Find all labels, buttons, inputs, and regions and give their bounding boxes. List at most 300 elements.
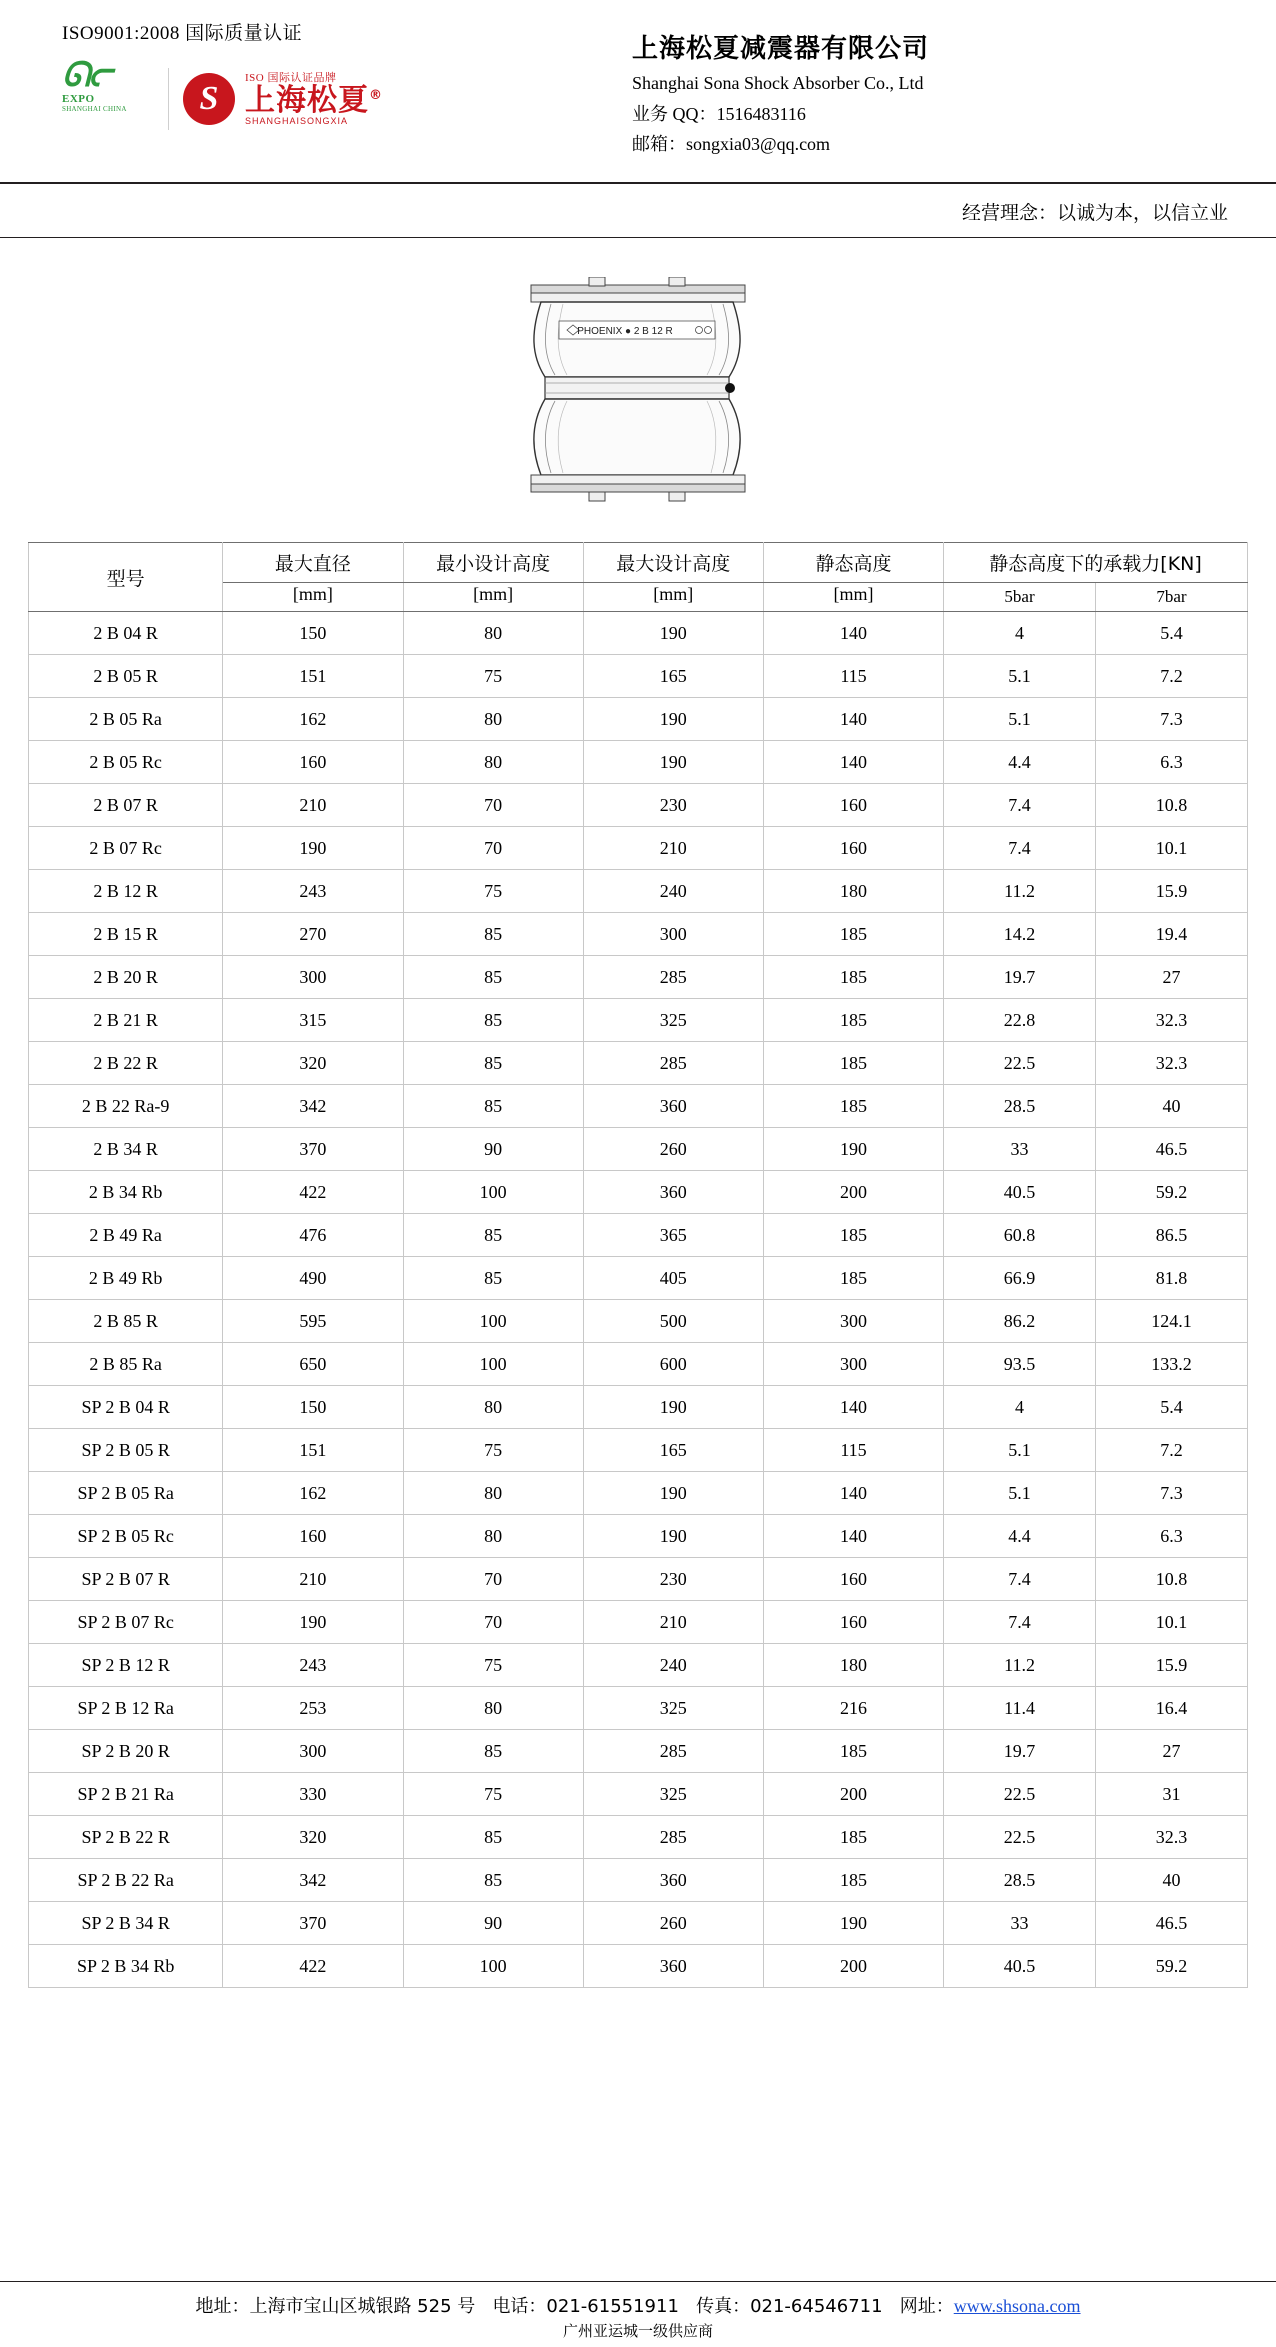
cell-load-5bar: 4 [944, 1386, 1096, 1429]
cell-value: 85 [403, 1042, 583, 1085]
cell-model: 2 B 85 Ra [29, 1343, 223, 1386]
cell-value: 80 [403, 612, 583, 655]
table-row [29, 655, 1248, 698]
cell-value: 162 [223, 1472, 403, 1515]
cell-value: 320 [223, 1042, 403, 1085]
cell-model: SP 2 B 05 R [29, 1429, 223, 1472]
cell-value: 180 [763, 870, 943, 913]
brand-cn-name [245, 84, 383, 117]
cell-load-5bar: 86.2 [944, 1300, 1096, 1343]
cell-load-7bar: 19.4 [1096, 913, 1248, 956]
table-row [29, 1687, 1248, 1730]
cell-value: 190 [583, 1515, 763, 1558]
cell-load-7bar: 7.3 [1096, 698, 1248, 741]
cell-load-7bar: 16.4 [1096, 1687, 1248, 1730]
cell-load-5bar: 11.2 [944, 1644, 1096, 1687]
cell-value: 140 [763, 1472, 943, 1515]
table-row [29, 1429, 1248, 1472]
col-header-static-height: 静态高度 [763, 543, 943, 583]
col-unit-max-design-height: [mm] [583, 583, 763, 612]
company-name-en: Shanghai Sona Shock Absorber Co., Ltd [632, 73, 924, 93]
cell-load-7bar: 32.3 [1096, 1816, 1248, 1859]
cell-model: SP 2 B 21 Ra [29, 1773, 223, 1816]
cell-value: 185 [763, 1214, 943, 1257]
cell-load-5bar: 22.5 [944, 1816, 1096, 1859]
cell-model: 2 B 34 Rb [29, 1171, 223, 1214]
cell-value: 70 [403, 827, 583, 870]
cell-load-5bar: 11.4 [944, 1687, 1096, 1730]
cell-load-5bar: 7.4 [944, 1558, 1096, 1601]
table-row [29, 1902, 1248, 1945]
cell-value: 490 [223, 1257, 403, 1300]
cell-value: 151 [223, 1429, 403, 1472]
footer-tel: 电话：021-61551911 [492, 2296, 679, 2317]
cell-model: SP 2 B 05 Ra [29, 1472, 223, 1515]
col-header-load-7bar: 7bar [1096, 583, 1248, 612]
cell-value: 85 [403, 1085, 583, 1128]
cell-value: 85 [403, 1214, 583, 1257]
cell-value: 150 [223, 612, 403, 655]
cell-load-7bar: 124.1 [1096, 1300, 1248, 1343]
cell-value: 422 [223, 1945, 403, 1988]
cell-value: 285 [583, 1816, 763, 1859]
cell-load-7bar: 40 [1096, 1085, 1248, 1128]
cell-value: 240 [583, 1644, 763, 1687]
cell-load-7bar: 59.2 [1096, 1945, 1248, 1988]
cell-load-7bar: 7.3 [1096, 1472, 1248, 1515]
expo-logo-sub: SHANGHAI CHINA [62, 105, 127, 113]
cell-value: 151 [223, 655, 403, 698]
cell-load-5bar: 33 [944, 1902, 1096, 1945]
cell-value: 300 [223, 1730, 403, 1773]
cell-load-7bar: 10.8 [1096, 784, 1248, 827]
cell-load-5bar: 33 [944, 1128, 1096, 1171]
cell-value: 325 [583, 1773, 763, 1816]
cell-value: 85 [403, 956, 583, 999]
cell-value: 185 [763, 1859, 943, 1902]
cell-load-5bar: 4 [944, 612, 1096, 655]
cell-value: 185 [763, 1042, 943, 1085]
col-unit-max-diameter: [mm] [223, 583, 403, 612]
cell-model: 2 B 22 R [29, 1042, 223, 1085]
cell-load-7bar: 27 [1096, 956, 1248, 999]
cell-value: 70 [403, 1558, 583, 1601]
cell-value: 360 [583, 1171, 763, 1214]
cell-value: 190 [583, 698, 763, 741]
table-row [29, 1257, 1248, 1300]
cell-load-5bar: 5.1 [944, 1429, 1096, 1472]
cell-model: SP 2 B 07 R [29, 1558, 223, 1601]
cell-value: 190 [583, 1472, 763, 1515]
col-header-max-diameter: 最大直径 [223, 543, 403, 583]
table-row [29, 784, 1248, 827]
cell-value: 185 [763, 1085, 943, 1128]
col-header-min-design-height: 最小设计高度 [403, 543, 583, 583]
cell-value: 330 [223, 1773, 403, 1816]
cell-value: 140 [763, 698, 943, 741]
page-footer [0, 2281, 1276, 2347]
cell-load-5bar: 4.4 [944, 741, 1096, 784]
footer-fax: 传真：021-64546711 [696, 2296, 883, 2317]
footer-web-link[interactable]: www.shsona.com [953, 2296, 1081, 2316]
cell-value: 180 [763, 1644, 943, 1687]
cell-value: 315 [223, 999, 403, 1042]
table-row [29, 1773, 1248, 1816]
cell-value: 300 [223, 956, 403, 999]
table-row [29, 827, 1248, 870]
cell-value: 85 [403, 913, 583, 956]
cell-load-5bar: 40.5 [944, 1945, 1096, 1988]
cell-value: 210 [583, 1601, 763, 1644]
product-image [0, 242, 1276, 542]
cell-load-7bar: 32.3 [1096, 1042, 1248, 1085]
cell-value: 160 [763, 827, 943, 870]
expo-logo-label: EXPO [62, 93, 95, 105]
cell-model: SP 2 B 07 Rc [29, 1601, 223, 1644]
cell-load-7bar: 10.1 [1096, 1601, 1248, 1644]
svg-text:PHOENIX ● 2 B 12 R: PHOENIX ● 2 B 12 R [577, 326, 673, 337]
cell-value: 285 [583, 956, 763, 999]
table-row [29, 612, 1248, 655]
cell-model: 2 B 15 R [29, 913, 223, 956]
cell-model: SP 2 B 20 R [29, 1730, 223, 1773]
cell-value: 300 [583, 913, 763, 956]
cell-value: 75 [403, 870, 583, 913]
cell-value: 230 [583, 1558, 763, 1601]
cell-value: 165 [583, 655, 763, 698]
cell-value: 160 [763, 1558, 943, 1601]
cell-load-5bar: 11.2 [944, 870, 1096, 913]
cell-value: 75 [403, 1429, 583, 1472]
cell-value: 422 [223, 1171, 403, 1214]
brand-iso-label: ISO 国际认证品牌 [245, 71, 337, 84]
cell-value: 185 [763, 956, 943, 999]
cell-load-7bar: 133.2 [1096, 1343, 1248, 1386]
cell-value: 160 [223, 1515, 403, 1558]
cell-value: 185 [763, 1257, 943, 1300]
cell-value: 240 [583, 870, 763, 913]
table-row [29, 1945, 1248, 1988]
cell-load-7bar: 7.2 [1096, 1429, 1248, 1472]
brand-cn-text: 上海松夏 [245, 82, 369, 118]
cell-value: 500 [583, 1300, 763, 1343]
cell-model: 2 B 85 R [29, 1300, 223, 1343]
table-row [29, 1085, 1248, 1128]
table-row [29, 698, 1248, 741]
footer-web-label: 网址： [899, 2296, 954, 2317]
cell-model: 2 B 05 Rc [29, 741, 223, 784]
table-row [29, 956, 1248, 999]
table-row [29, 1386, 1248, 1429]
cell-value: 70 [403, 784, 583, 827]
motto-divider [0, 237, 1276, 238]
cell-value: 285 [583, 1730, 763, 1773]
cell-model: 2 B 21 R [29, 999, 223, 1042]
cell-load-7bar: 32.3 [1096, 999, 1248, 1042]
cell-load-5bar: 22.5 [944, 1042, 1096, 1085]
cell-value: 325 [583, 999, 763, 1042]
cell-load-7bar: 5.4 [1096, 1386, 1248, 1429]
cell-value: 115 [763, 655, 943, 698]
cell-value: 200 [763, 1773, 943, 1816]
cell-model: 2 B 34 R [29, 1128, 223, 1171]
col-header-model: 型号 [29, 543, 223, 612]
cell-value: 85 [403, 1257, 583, 1300]
cell-load-7bar: 5.4 [1096, 612, 1248, 655]
cell-load-7bar: 40 [1096, 1859, 1248, 1902]
cell-value: 75 [403, 1644, 583, 1687]
cell-value: 260 [583, 1902, 763, 1945]
cell-value: 162 [223, 698, 403, 741]
cell-load-7bar: 86.5 [1096, 1214, 1248, 1257]
table-row [29, 913, 1248, 956]
company-qq: 业务 QQ：1516483116 [632, 104, 806, 124]
cell-value: 210 [223, 784, 403, 827]
cell-value: 360 [583, 1085, 763, 1128]
cell-value: 80 [403, 698, 583, 741]
cell-model: 2 B 22 Ra-9 [29, 1085, 223, 1128]
cell-value: 476 [223, 1214, 403, 1257]
page-header [0, 0, 1276, 182]
cell-load-7bar: 27 [1096, 1730, 1248, 1773]
cell-value: 115 [763, 1429, 943, 1472]
cell-load-5bar: 28.5 [944, 1085, 1096, 1128]
cell-model: 2 B 05 Ra [29, 698, 223, 741]
cell-value: 210 [583, 827, 763, 870]
cell-value: 185 [763, 1730, 943, 1773]
col-header-load-group: 静态高度下的承载力[KN] [944, 543, 1248, 583]
cell-value: 650 [223, 1343, 403, 1386]
cell-load-5bar: 22.8 [944, 999, 1096, 1042]
cell-load-5bar: 28.5 [944, 1859, 1096, 1902]
cell-load-7bar: 6.3 [1096, 741, 1248, 784]
cell-value: 80 [403, 1386, 583, 1429]
logo-row [58, 57, 580, 137]
cell-load-7bar: 59.2 [1096, 1171, 1248, 1214]
cell-value: 150 [223, 1386, 403, 1429]
cell-load-7bar: 15.9 [1096, 1644, 1248, 1687]
cell-load-5bar: 40.5 [944, 1171, 1096, 1214]
cell-model: SP 2 B 34 Rb [29, 1945, 223, 1988]
cell-load-5bar: 93.5 [944, 1343, 1096, 1386]
table-row [29, 1128, 1248, 1171]
registered-mark-icon: ® [369, 87, 383, 103]
table-row [29, 1300, 1248, 1343]
cell-load-7bar: 46.5 [1096, 1128, 1248, 1171]
cell-load-5bar: 66.9 [944, 1257, 1096, 1300]
cell-model: SP 2 B 05 Rc [29, 1515, 223, 1558]
iso-certification-text: ISO9001:2008 国际质量认证 [62, 23, 303, 44]
sona-text-block [245, 72, 383, 127]
table-row [29, 1472, 1248, 1515]
cell-value: 200 [763, 1945, 943, 1988]
table-row [29, 741, 1248, 784]
cell-model: 2 B 05 R [29, 655, 223, 698]
table-row [29, 999, 1248, 1042]
header-left-block [40, 10, 580, 137]
cell-value: 253 [223, 1687, 403, 1730]
cell-value: 370 [223, 1128, 403, 1171]
cell-model: SP 2 B 34 R [29, 1902, 223, 1945]
cell-model: 2 B 04 R [29, 612, 223, 655]
col-header-load-5bar: 5bar [944, 583, 1096, 612]
table-head [29, 543, 1248, 612]
cell-model: SP 2 B 04 R [29, 1386, 223, 1429]
cell-value: 300 [763, 1300, 943, 1343]
cell-value: 100 [403, 1171, 583, 1214]
cell-model: 2 B 49 Rb [29, 1257, 223, 1300]
cell-value: 85 [403, 1859, 583, 1902]
company-name-cn: 上海松夏减震器有限公司 [632, 34, 930, 64]
cell-load-7bar: 81.8 [1096, 1257, 1248, 1300]
cell-value: 190 [223, 827, 403, 870]
cell-value: 325 [583, 1687, 763, 1730]
cell-value: 243 [223, 870, 403, 913]
cell-value: 140 [763, 1386, 943, 1429]
cell-value: 140 [763, 1515, 943, 1558]
cell-model: SP 2 B 12 Ra [29, 1687, 223, 1730]
cell-value: 90 [403, 1902, 583, 1945]
cell-value: 190 [583, 612, 763, 655]
cell-value: 80 [403, 741, 583, 784]
cell-model: SP 2 B 22 R [29, 1816, 223, 1859]
table-row [29, 1730, 1248, 1773]
cell-value: 85 [403, 1730, 583, 1773]
cell-model: 2 B 07 R [29, 784, 223, 827]
cell-value: 80 [403, 1687, 583, 1730]
cell-load-5bar: 14.2 [944, 913, 1096, 956]
brand-en-name: SHANGHAISONGXIA [245, 115, 349, 126]
table-row [29, 870, 1248, 913]
col-unit-min-design-height: [mm] [403, 583, 583, 612]
cell-value: 360 [583, 1945, 763, 1988]
cell-value: 160 [763, 784, 943, 827]
table-row [29, 1601, 1248, 1644]
cell-value: 365 [583, 1214, 763, 1257]
cell-model: 2 B 49 Ra [29, 1214, 223, 1257]
cell-value: 75 [403, 655, 583, 698]
col-header-max-design-height: 最大设计高度 [583, 543, 763, 583]
company-email: 邮箱：songxia03@qq.com [632, 134, 831, 154]
footer-note: 广州亚运城一级供应商 [562, 2322, 713, 2340]
cell-model: 2 B 20 R [29, 956, 223, 999]
footer-contact-line [0, 2282, 1276, 2320]
cell-value: 185 [763, 913, 943, 956]
cell-load-5bar: 7.4 [944, 1601, 1096, 1644]
cell-load-7bar: 7.2 [1096, 655, 1248, 698]
cell-load-7bar: 10.1 [1096, 827, 1248, 870]
cell-value: 300 [763, 1343, 943, 1386]
cell-value: 595 [223, 1300, 403, 1343]
cell-load-7bar: 6.3 [1096, 1515, 1248, 1558]
table-row [29, 1515, 1248, 1558]
cell-load-5bar: 22.5 [944, 1773, 1096, 1816]
cell-load-5bar: 7.4 [944, 827, 1096, 870]
cell-value: 270 [223, 913, 403, 956]
cell-value: 165 [583, 1429, 763, 1472]
cell-value: 370 [223, 1902, 403, 1945]
table-row [29, 1558, 1248, 1601]
cell-load-5bar: 5.1 [944, 698, 1096, 741]
cell-value: 160 [763, 1601, 943, 1644]
expo-glyph-icon: ᘏᓕ [62, 57, 111, 94]
cell-value: 85 [403, 999, 583, 1042]
cell-load-5bar: 5.1 [944, 1472, 1096, 1515]
header-right-block [580, 10, 1236, 160]
spec-table-wrapper [0, 542, 1276, 1988]
col-unit-static-height: [mm] [763, 583, 943, 612]
cell-value: 190 [763, 1128, 943, 1171]
cell-value: 85 [403, 1816, 583, 1859]
cell-value: 80 [403, 1472, 583, 1515]
cell-value: 285 [583, 1042, 763, 1085]
air-spring-diagram-icon [493, 277, 783, 507]
cell-value: 600 [583, 1343, 763, 1386]
cell-value: 100 [403, 1945, 583, 1988]
cell-value: 260 [583, 1128, 763, 1171]
cell-value: 185 [763, 1816, 943, 1859]
cell-load-5bar: 7.4 [944, 784, 1096, 827]
cell-load-7bar: 15.9 [1096, 870, 1248, 913]
cell-value: 190 [223, 1601, 403, 1644]
cell-value: 140 [763, 612, 943, 655]
cell-value: 70 [403, 1601, 583, 1644]
cell-load-7bar: 46.5 [1096, 1902, 1248, 1945]
cell-value: 140 [763, 741, 943, 784]
cell-value: 190 [583, 1386, 763, 1429]
table-header-row-1 [29, 543, 1248, 583]
table-row [29, 1214, 1248, 1257]
expo-logo-icon [58, 57, 150, 137]
table-row [29, 1859, 1248, 1902]
cell-value: 100 [403, 1300, 583, 1343]
cell-load-5bar: 19.7 [944, 956, 1096, 999]
table-body [29, 612, 1248, 1988]
cell-value: 190 [583, 741, 763, 784]
cell-load-5bar: 19.7 [944, 1730, 1096, 1773]
cell-value: 243 [223, 1644, 403, 1687]
table-row [29, 1816, 1248, 1859]
cell-value: 320 [223, 1816, 403, 1859]
cell-value: 190 [763, 1902, 943, 1945]
cell-model: SP 2 B 22 Ra [29, 1859, 223, 1902]
cell-value: 360 [583, 1859, 763, 1902]
cell-load-7bar: 31 [1096, 1773, 1248, 1816]
cell-value: 342 [223, 1859, 403, 1902]
cell-load-5bar: 5.1 [944, 655, 1096, 698]
footer-address: 地址：上海市宝山区城银路 525 号 [195, 2296, 476, 2317]
cell-load-7bar: 10.8 [1096, 1558, 1248, 1601]
air-spring-spec-table [28, 542, 1248, 1988]
cell-load-5bar: 4.4 [944, 1515, 1096, 1558]
cell-value: 75 [403, 1773, 583, 1816]
cell-value: 80 [403, 1515, 583, 1558]
cell-load-5bar: 60.8 [944, 1214, 1096, 1257]
cell-value: 160 [223, 741, 403, 784]
cell-value: 185 [763, 999, 943, 1042]
cell-value: 230 [583, 784, 763, 827]
cell-model: 2 B 12 R [29, 870, 223, 913]
songxia-brand-logo [168, 68, 383, 130]
cell-model: SP 2 B 12 R [29, 1644, 223, 1687]
cell-value: 210 [223, 1558, 403, 1601]
cell-model: 2 B 07 Rc [29, 827, 223, 870]
table-row [29, 1644, 1248, 1687]
cell-value: 200 [763, 1171, 943, 1214]
cell-value: 216 [763, 1687, 943, 1730]
cell-value: 405 [583, 1257, 763, 1300]
sona-s-circle-icon [183, 73, 235, 125]
